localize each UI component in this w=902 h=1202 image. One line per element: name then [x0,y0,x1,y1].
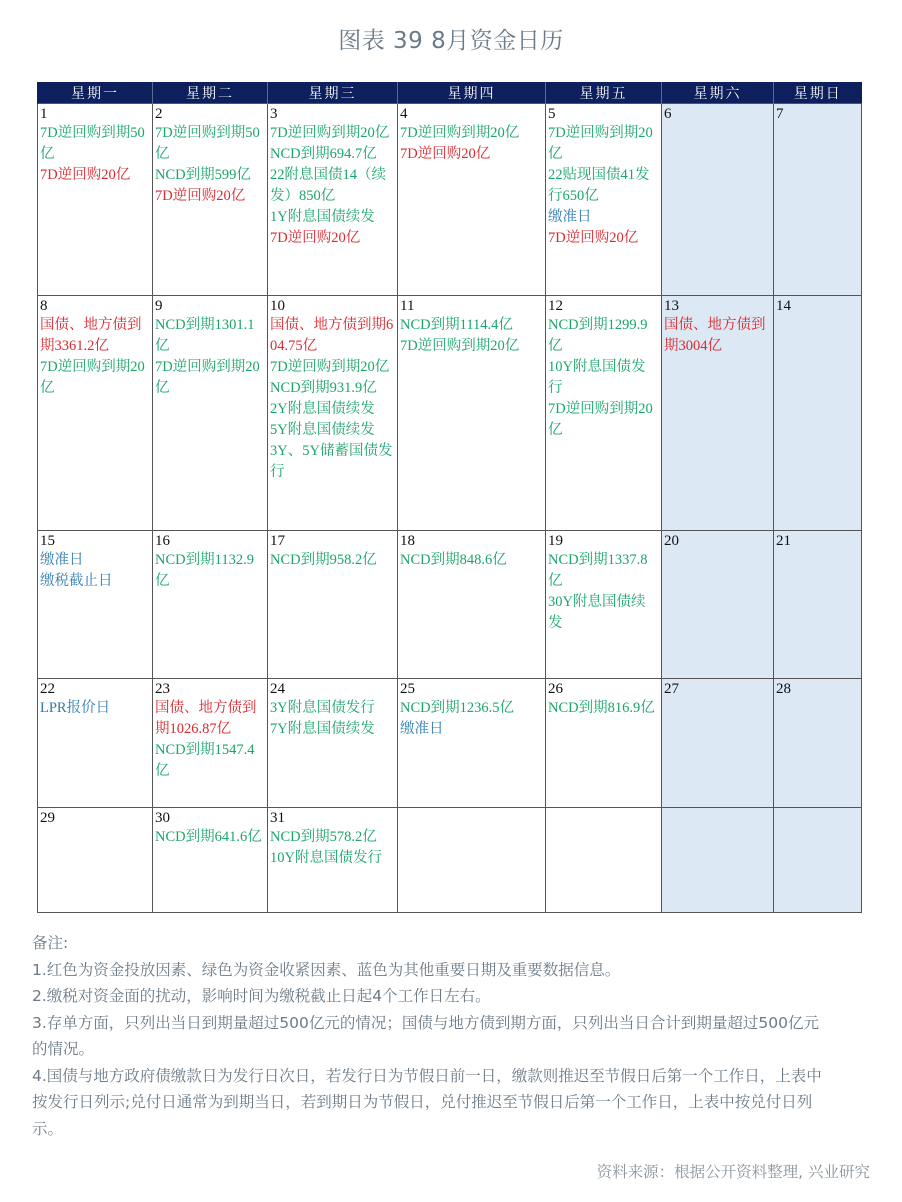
day-number: 1 [40,106,48,122]
calendar-event-green: 1Y附息国债续发 [270,209,375,225]
calendar-event-red: 7D逆回购20亿 [155,188,246,204]
calendar-event-green: 7D逆回购到期20亿 [400,338,520,354]
calendar-event-green: 5Y附息国债续发 [270,422,375,438]
day-number: 25 [400,681,415,697]
day-number: 31 [270,810,285,826]
calendar-event-red: 7D逆回购20亿 [548,230,639,246]
calendar-day-cell [38,104,153,296]
day-number: 11 [400,298,415,314]
note-item-2: 2.缴税对资金面的扰动，影响时间为缴税截止日起4个工作日左右。 [32,987,491,1005]
calendar-day-cell [546,104,662,296]
calendar-event-green: NCD到期848.6亿 [400,552,507,568]
calendar-event-green: 2Y附息国债续发 [270,401,375,417]
day-number: 10 [270,298,285,314]
calendar-event-green: NCD到期931.9亿 [270,380,377,396]
day-number: 19 [548,533,563,549]
day-number: 20 [664,533,679,549]
calendar-event-blue: 缴准日 [548,209,592,225]
calendar-event-green: 7D逆回购到期20亿 [270,359,390,375]
calendar-day-cell [38,296,153,531]
day-number: 8 [40,298,48,314]
calendar-event-green: NCD到期1301.1亿 [155,317,255,354]
calendar-week-row [38,808,862,913]
calendar-day-cell [398,679,546,808]
note-item-3: 3.存单方面，只列出当日到期量超过500亿元的情况；国债与地方债到期方面，只列出当日合计到期量超过500亿元的情况。 [32,1013,819,1058]
calendar-day-cell [38,531,153,679]
calendar-week-row [38,104,862,296]
calendar-event-red: 国债、地方债到期3361.2亿 [40,317,142,354]
day-number: 21 [776,533,791,549]
day-number: 26 [548,681,563,697]
day-number: 27 [664,681,679,697]
calendar-event-green: 3Y、5Y储蓄国债发行 [270,443,393,480]
day-number: 6 [664,106,672,122]
day-number: 22 [40,681,55,697]
calendar-event-green: 7D逆回购到期50亿 [40,125,145,162]
calendar-event-blue: 缴税截止日 [40,573,113,589]
calendar-table [37,82,862,913]
calendar-event-green: 3Y附息国债发行 [270,700,375,716]
calendar-event-red: 国债、地方债到期1026.87亿 [155,700,257,737]
weekday-header-sun: 星期日 [774,82,862,104]
calendar-event-green: 10Y附息国债发行 [548,359,646,396]
calendar-event-green: 30Y附息国债续发 [548,594,646,631]
calendar-event-green: 7Y附息国债续发 [270,721,375,737]
day-number: 29 [40,810,55,826]
day-number: 2 [155,106,163,122]
calendar-week-row [38,679,862,808]
chart-title: 图表 39 8月资金日历 [338,28,564,54]
calendar-event-blue: 缴准日 [400,721,444,737]
calendar-event-green: NCD到期641.6亿 [155,829,262,845]
day-number: 30 [155,810,170,826]
calendar-event-green: NCD到期1337.8亿 [548,552,648,589]
note-item-4: 4.国债与地方政府债缴款日为发行日次日，若发行日为节假日前一日，缴款则推迟至节假日后第一个工作日，上表中按发行日列示;兑付日通常为到期当日，若到期日为节假日，兑付推迟至节假日后第一个工作日，上表中按兑付日列示。 [32,1066,822,1138]
calendar-event-red: 7D逆回购20亿 [270,230,361,246]
calendar-day-cell [398,531,546,679]
calendar-day-cell [153,808,268,913]
weekday-header-row [38,82,862,104]
weekday-header-mon: 星期一 [38,82,153,104]
source-note: 资料来源：根据公开资料整理, 兴业研究 [596,1163,870,1181]
weekday-header-thu: 星期四 [398,82,546,104]
day-number: 13 [664,298,679,314]
day-number: 9 [155,298,163,314]
day-number: 5 [548,106,556,122]
calendar-event-green: NCD到期599亿 [155,167,251,183]
calendar-event-green: NCD到期578.2亿 [270,829,377,845]
day-number: 4 [400,106,408,122]
calendar-event-green: 22贴现国债41发行650亿 [548,167,650,204]
calendar-event-red: 国债、地方债到期604.75亿 [270,317,394,354]
weekday-header-fri: 星期五 [546,82,662,104]
day-number: 24 [270,681,285,697]
calendar-day-cell [662,531,774,679]
day-number: 7 [776,106,784,122]
calendar-day-cell [398,296,546,531]
calendar-event-green: NCD到期1547.4亿 [155,742,255,779]
calendar-day-cell [774,679,862,808]
calendar-week-row [38,531,862,679]
calendar-day-cell [398,104,546,296]
calendar-day-cell [38,679,153,808]
day-number: 14 [776,298,791,314]
day-number: 23 [155,681,170,697]
calendar-event-green: 7D逆回购到期20亿 [548,401,653,438]
day-number: 17 [270,533,285,549]
calendar-event-green: NCD到期958.2亿 [270,552,377,568]
calendar-event-green: NCD到期816.9亿 [548,700,655,716]
calendar-event-green: 7D逆回购到期20亿 [155,359,260,396]
weekday-header-tue: 星期二 [153,82,268,104]
calendar-event-green: 7D逆回购到期20亿 [40,359,145,396]
calendar-event-red: 7D逆回购20亿 [400,146,491,162]
calendar-event-green: NCD到期694.7亿 [270,146,377,162]
calendar-day-cell [268,296,398,531]
calendar-event-green: NCD到期1236.5亿 [400,700,514,716]
day-number: 15 [40,533,55,549]
calendar-event-green: NCD到期1299.9亿 [548,317,648,354]
calendar-event-green: 7D逆回购到期20亿 [270,125,390,141]
calendar-event-blue: LPR报价日 [40,700,111,716]
calendar-day-cell [38,808,153,913]
calendar-event-green: 7D逆回购到期50亿 [155,125,260,162]
calendar-day-cell [546,531,662,679]
calendar-event-green: NCD到期1114.4亿 [400,317,513,333]
calendar-day-cell [774,808,862,913]
note-item-1: 1.红色为资金投放因素、绿色为资金收紧因素、蓝色为其他重要日期及重要数据信息。 [32,960,621,979]
weekday-header-wed: 星期三 [268,82,398,104]
calendar-day-cell [153,679,268,808]
calendar-event-green: 7D逆回购到期20亿 [400,125,520,141]
calendar-day-cell [546,679,662,808]
notes-section [32,930,832,1142]
day-number: 18 [400,533,415,549]
calendar-day-cell [774,531,862,679]
calendar-day-cell [153,104,268,296]
calendar-day-cell [774,296,862,531]
calendar-event-blue: 缴准日 [40,552,84,568]
calendar-event-green: 10Y附息国债发行 [270,850,382,866]
calendar-day-cell [662,104,774,296]
calendar-day-cell [153,531,268,679]
day-number: 16 [155,533,170,549]
day-number: 28 [776,681,791,697]
calendar-day-cell [398,808,546,913]
calendar-day-cell [268,531,398,679]
calendar-event-green: 7D逆回购到期20亿 [548,125,653,162]
notes-heading: 备注: [32,934,69,952]
calendar-event-red: 7D逆回购20亿 [40,167,131,183]
calendar-day-cell [774,104,862,296]
calendar-day-cell [268,104,398,296]
calendar-day-cell [662,808,774,913]
calendar-day-cell [662,679,774,808]
calendar-day-cell [546,296,662,531]
calendar-day-cell [662,296,774,531]
weekday-header-sat: 星期六 [662,82,774,104]
calendar-body [38,104,862,913]
calendar-day-cell [268,808,398,913]
calendar-event-green: NCD到期1132.9亿 [155,552,254,589]
day-number: 3 [270,106,278,122]
calendar-day-cell [546,808,662,913]
day-number: 12 [548,298,563,314]
calendar-event-red: 国债、地方债到期3004亿 [664,317,766,354]
calendar-week-row [38,296,862,531]
calendar-event-green: 22附息国债14（续发）850亿 [270,167,386,204]
calendar-day-cell [153,296,268,531]
calendar-day-cell [268,679,398,808]
